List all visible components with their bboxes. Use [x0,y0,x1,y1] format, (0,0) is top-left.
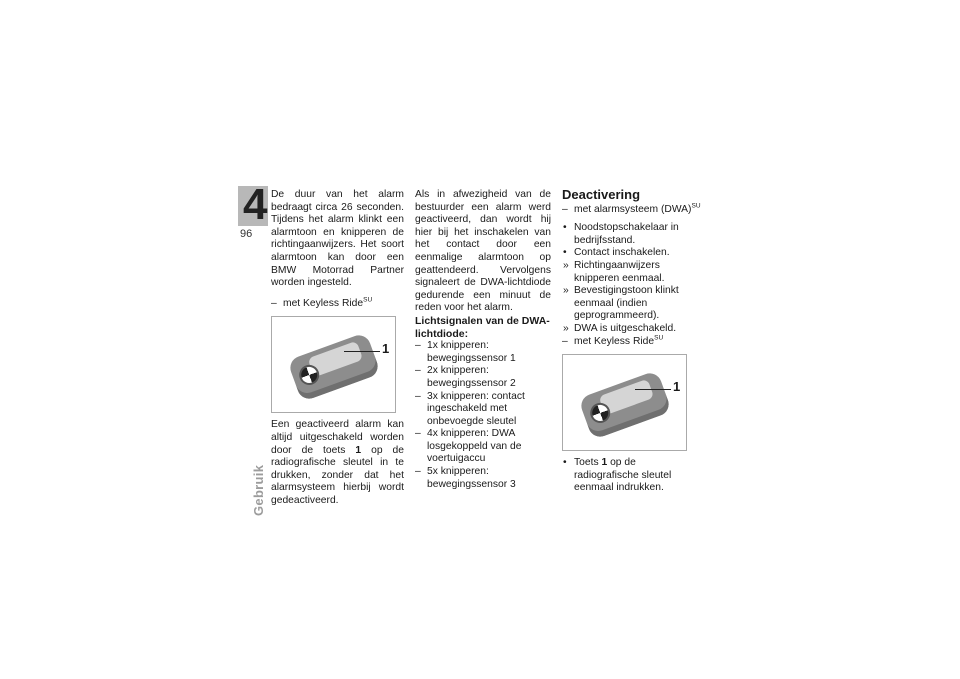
led-signals-heading: Lichtsignalen van de DWA-lichtdiode: [415,314,550,340]
dwa-condition [562,204,702,217]
key-fob-figure [271,316,396,413]
keyless-ride-condition [562,336,702,349]
list-item: • Contact inschakelen. [562,247,702,260]
callout-number: 1 [382,341,390,357]
list-item: – 2x knipperen: bewegingssensor 2 [415,365,551,390]
column-3 [562,189,702,495]
column-2 [415,189,551,491]
result-item: » Richtingaanwijzers knipperen eenmaal. [562,260,702,285]
column-1 [271,189,404,508]
para-text: op de radiografische sleutel eenmaal indrukken. [574,457,672,494]
alarm-duration-paragraph: De duur van het alarm bedraagt circa 26 seconden. Tijdens het alarm klinkt een alarmtoon en knipperen de richtingaanwijzers. Het soort alarmtoon kan door een BMW Motorrad Partner worden ingesteld. [271,189,404,289]
callout-number: 1 [673,379,681,395]
list-item: • Noodstopschakelaar in bedrijfsstand. [562,222,702,247]
list-item: – 4x knipperen: DWA losgekoppeld van de voertuigaccu [415,428,551,466]
press-button-instruction [562,457,702,495]
keyless-ride-sup: SU [654,334,664,342]
chapter-number-box [238,180,268,229]
callout-line [635,389,671,390]
keyless-ride-condition [271,298,404,311]
list-item: – 1x knipperen: bewegingssensor 1 [415,340,551,365]
dwa-label: met alarmsysteem (DWA) [574,203,692,215]
key-fob-icon [287,332,381,402]
para-text: Toets [574,457,602,469]
keyless-ride-label: met Keyless Ride [574,335,655,347]
keyless-ride-sup: SU [363,296,373,304]
para-text: Een geactiveerd alarm kan altijd uitgeschakeld worden door de toets [271,419,404,456]
absence-alarm-paragraph: Als in afwezigheid van de bestuurder een alarm werd geactiveerd, dan wordt hij hier bij het inschakelen van het contact door een eenmalige alarmtoon op geattendeerd. Vervolgens signaleert de DWA-lichtdiode gedurende een minuut de reden voor het alarm. [415,189,551,314]
list-item: – 3x knipperen: contact ingeschakeld met onbevoegde sleutel [415,391,551,429]
para-text: op de radiografische sleutel in te drukken, zonder dat het alarmsysteem hierbij wordt gedeactiveerd. [271,444,405,506]
keyless-ride-label: met Keyless Ride [283,297,364,309]
chapter-number: 4 [243,180,268,229]
key-fob-figure [562,354,687,451]
key-fob-icon [578,370,672,440]
section-title: Gebruik [251,464,266,516]
result-item: » Bevestigingstoon klinkt eenmaal (indien geprogrammeerd). [562,285,702,323]
button-ref: 1 [601,457,608,469]
button-ref: 1 [355,444,362,456]
dwa-sup: SU [691,202,701,210]
callout-line [344,351,380,352]
page-number: 96 [240,228,253,240]
list-item: – 5x knipperen: bewegingssensor 3 [415,466,551,491]
deactivate-alarm-paragraph [271,419,404,507]
deactivation-heading: Deactivering [562,187,641,202]
result-item: » DWA is uitgeschakeld. [562,323,702,336]
